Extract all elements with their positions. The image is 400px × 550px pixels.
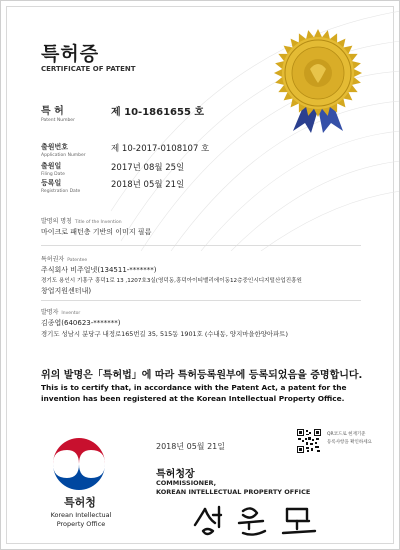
- divider: [41, 300, 361, 301]
- registration-date-label: 등록일 Registration Date: [41, 179, 81, 194]
- application-number-label: 출원번호 Application Number: [41, 143, 86, 158]
- patent-number-value: 제 10-1861655 호: [111, 107, 205, 118]
- certificate-subtitle: CERTIFICATE OF PATENT: [41, 65, 136, 73]
- qr-note-line1: QR코드로 현재기준: [327, 432, 366, 437]
- agency-name-ko: 특허청: [64, 496, 96, 509]
- agency-name-en-line2: Property Office: [56, 520, 106, 528]
- inventor-address: 경기도 성남시 분당구 내정로165번길 35, 515동 1901호 (수내동, 양지마을한양아파트): [41, 330, 288, 338]
- registration-date-value: 2018년 05월 21일: [111, 180, 185, 190]
- divider: [41, 245, 361, 246]
- kipo-logo: [39, 434, 119, 490]
- inventor-name: 김종엽(640623-*******): [41, 319, 121, 327]
- qr-code[interactable]: [297, 429, 321, 453]
- invention-heading: 발명의 명칭 Title of the Invention: [41, 218, 122, 225]
- qr-note-line2: 등록사항을 확인하세요: [327, 440, 372, 445]
- patent-number-label: 특 허 Patent Number: [41, 106, 75, 123]
- invention-title: 마이크로 패턴층 기반의 이미지 필름: [41, 228, 152, 236]
- patentee-name: 주식회사 비주얼넷(134511-*******): [41, 266, 157, 274]
- issue-date: 2018년 05월 21일: [156, 442, 225, 451]
- patentee-heading: 특허권자 Patentee: [41, 256, 88, 263]
- application-number-value: 제 10-2017-0108107 호: [111, 144, 210, 154]
- commissioner-signature: [191, 501, 331, 541]
- certification-statement-en: This is to certify that, in accordance with the Patent Act, a patent for the invention has been registered at the Korean Intellectual Property Office.: [41, 383, 347, 403]
- patentee-address-line1: 경기도 용인시 기흥구 흥덕1로 13 ,1207호3실(영덕동,흥덕아이티밸리에이동12층중인시디지털산업진흥원: [41, 278, 302, 284]
- gold-seal: [263, 23, 373, 133]
- patentee-address-line2: 창업지원센터내): [41, 287, 92, 295]
- commissioner-title-ko: 특허청장: [156, 469, 195, 480]
- certification-statement-ko: 위의 발명은「특허법」에 따라 특허등록원부에 등록되었음을 증명합니다.: [41, 370, 363, 381]
- filing-date-label: 출원일 Filing Date: [41, 162, 65, 177]
- inventor-heading: 발명자 Inventor: [41, 309, 81, 316]
- commissioner-title-en-line1: COMMISSIONER,: [156, 479, 217, 487]
- certificate-title: 특허증: [41, 43, 100, 65]
- filing-date-value: 2017년 08월 25일: [111, 163, 185, 173]
- agency-name-en-line1: Korean Intellectual: [50, 511, 112, 519]
- commissioner-title-en-line2: KOREAN INTELLECTUAL PROPERTY OFFICE: [156, 488, 311, 496]
